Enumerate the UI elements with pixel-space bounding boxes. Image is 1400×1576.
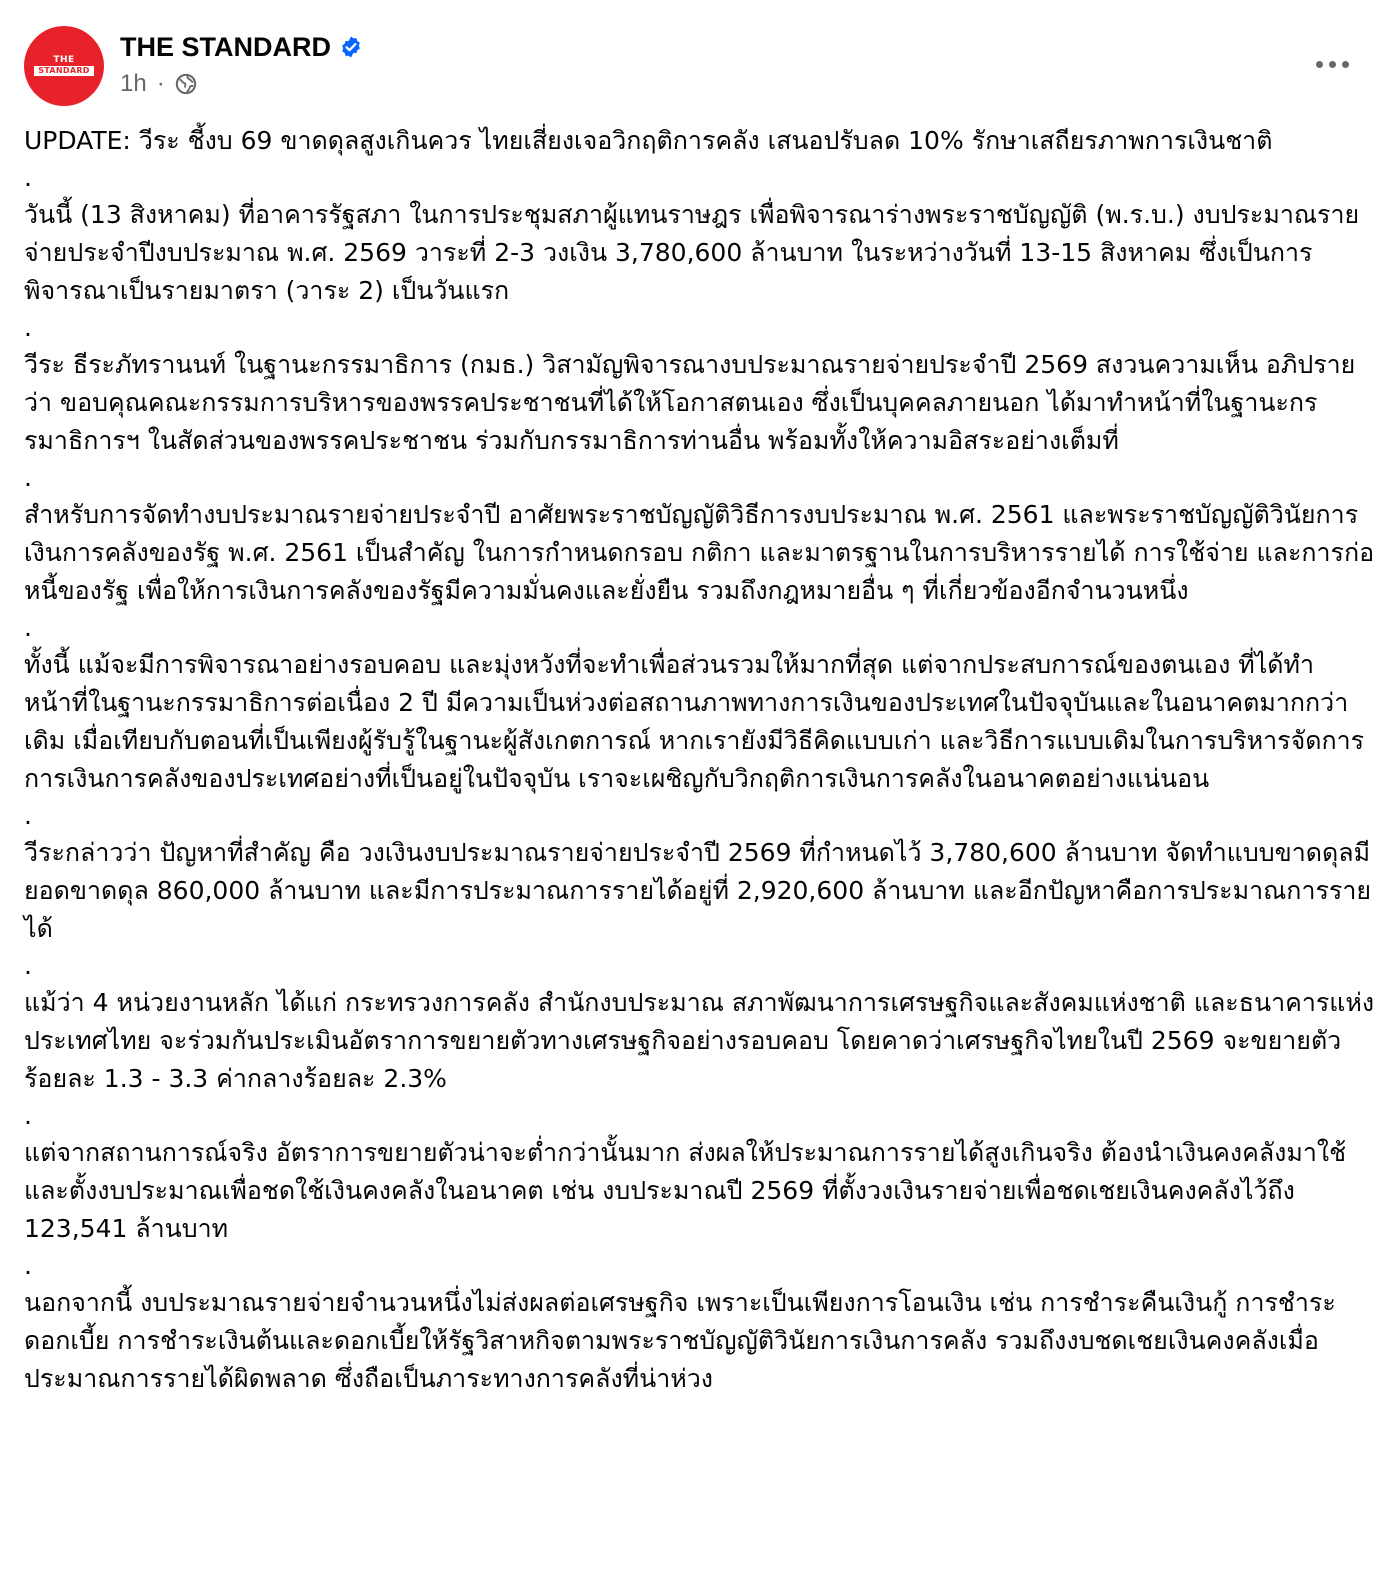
meta-separator: ·	[156, 70, 165, 97]
post-meta	[120, 70, 197, 98]
post-paragraph: นอกจากนี้ งบประมาณรายจ่ายจำนวนหนึ่งไม่ส่งผลต่อเศรษฐกิจ เพราะเป็นเพียงการโอนเงิน เช่น การชำระคืนเงินกู้ การชำระดอกเบี้ย การชำระเงินต้นและดอกเบี้ยให้รัฐวิสาหกิจตามพระราชบัญญัติวินัยการเงินการคลัง รวมถึงงบชดเชยเงินคงคลังเมื่อประมาณการรายได้ผิดพลาด ซึ่งถือเป็นภาระทางการคลังที่น่าห่วง	[24, 1288, 1336, 1393]
post-body	[24, 122, 1376, 1398]
paragraph-separator: .	[24, 163, 32, 192]
post-header	[24, 26, 1376, 110]
more-options-icon	[1316, 61, 1323, 68]
post-paragraph: แม้ว่า 4 หน่วยงานหลัก ได้แก่ กระทรวงการคลัง สำนักงบประมาณ สภาพัฒนาการเศรษฐกิจและสังคมแห่งชาติ และธนาคารแห่งประเทศไทย จะร่วมกันประเมินอัตราการขยายตัวทางเศรษฐกิจอย่างรอบคอบ โดยคาดว่าเศรษฐกิจไทยในปี 2569 จะขยายตัวร้อยละ 1.3 - 3.3 ค่ากลางร้อยละ 2.3%	[24, 988, 1375, 1093]
paragraph-separator: .	[24, 801, 32, 830]
verified-badge-icon	[339, 35, 363, 59]
page-avatar[interactable]	[24, 26, 104, 106]
more-options-button[interactable]	[1296, 44, 1368, 84]
post-paragraph: สำหรับการจัดทำงบประมาณรายจ่ายประจำปี อาศัยพระราชบัญญัติวิธีการงบประมาณ พ.ศ. 2561 และพระราชบัญญัติวินัยการเงินการคลังของรัฐ พ.ศ. 2561 เป็นสำคัญ ในการกำหนดกรอบ กติกา และมาตรฐานในการบริหารรายได้ การใช้จ่าย และการก่อหนี้ของรัฐ เพื่อให้การเงินการคลังของรัฐมีความมั่นคงและยั่งยืน รวมถึงกฎหมายอื่น ๆ ที่เกี่ยวข้องอีกจำนวนหนึ่ง	[24, 500, 1375, 605]
avatar-logo-top: THE	[53, 55, 75, 65]
globe-icon[interactable]	[175, 73, 197, 95]
page-name-link[interactable]: THE STANDARD	[120, 32, 331, 62]
post-paragraph: วันนี้ (13 สิงหาคม) ที่อาคารรัฐสภา ในการประชุมสภาผู้แทนราษฎร เพื่อพิจารณาร่างพระราชบัญญัติ (พ.ร.บ.) งบประมาณรายจ่ายประจำปีงบประมาณ พ.ศ. 2569 วาระที่ 2-3 วงเงิน 3,780,600 ล้านบาท ในระหว่างวันที่ 13-15 สิงหาคม ซึ่งเป็นการพิจารณาเป็นรายมาตรา (วาระ 2) เป็นวันแรก	[24, 200, 1360, 305]
post-paragraph: วีระกล่าวว่า ปัญหาที่สำคัญ คือ วงเงินงบประมาณรายจ่ายประจำปี 2569 ที่กำหนดไว้ 3,780,600 ล้านบาท จัดทำแบบขาดดุลมียอดขาดดุล 860,000 ล้านบาท และมีการประมาณการรายได้อยู่ที่ 2,920,600 ล้านบาท และอีกปัญหาคือการประมาณการรายได้	[24, 838, 1372, 943]
post-paragraph: ทั้งนี้ แม้จะมีการพิจารณาอย่างรอบคอบ และมุ่งหวังที่จะทำเพื่อส่วนรวมให้มากที่สุด แต่จากประสบการณ์ของตนเอง ที่ได้ทำหน้าที่ในฐานะกรรมาธิการต่อเนื่อง 2 ปี มีความเป็นห่วงต่อสถานภาพทางการเงินของประเทศในปัจจุบันและในอนาคตมากกว่าเดิม เมื่อเทียบกับตอนที่เป็นเพียงผู้รับรู้ในฐานะผู้สังเกตการณ์ หากเรายังมีวิธีคิดแบบเก่า และวิธีการแบบเดิมในการบริหารจัดการการเงินการคลังของประเทศอย่างที่เป็นอยู่ในปัจจุบัน เราจะเผชิญกับวิกฤติการเงินการคลังในอนาคตอย่างแน่นอน	[24, 650, 1365, 793]
paragraph-separator: .	[24, 951, 32, 980]
paragraph-separator: .	[24, 463, 32, 492]
more-options-icon-dot	[1342, 61, 1349, 68]
paragraph-separator: .	[24, 1251, 32, 1280]
paragraph-separator: .	[24, 1101, 32, 1130]
post-paragraph: วีระ ธีระภัทรานนท์ ในฐานะกรรมาธิการ (กมธ.) วิสามัญพิจารณางบประมาณรายจ่ายประจำปี 2569 สงวนความเห็น อภิปรายว่า ขอบคุณคณะกรรมการบริหารของพรรคประชาชนที่ได้ให้โอกาสตนเอง ซึ่งเป็นบุคคลภายนอก ได้มาทำหน้าที่ในฐานะกรรมาธิการฯ ในสัดส่วนของพรรคประชาชน ร่วมกับกรรมาธิการท่านอื่น พร้อมทั้งให้ความอิสระอย่างเต็มที่	[24, 350, 1356, 455]
more-options-icon-dot	[1329, 61, 1336, 68]
paragraph-separator: .	[24, 313, 32, 342]
post-paragraph: UPDATE: วีระ ชี้งบ 69 ขาดดุลสูงเกินควร ไทยเสี่ยงเจอวิกฤติการคลัง เสนอปรับลด 10% รักษาเสถียรภาพการเงินชาติ	[24, 126, 1273, 155]
avatar-logo-bottom: STANDARD	[34, 66, 94, 76]
paragraph-separator: .	[24, 613, 32, 642]
page-name-row	[120, 30, 363, 64]
post-paragraph: แต่จากสถานการณ์จริง อัตราการขยายตัวน่าจะต่ำกว่านั้นมาก ส่งผลให้ประมาณการรายได้สูงเกินจริง ต้องนำเงินคงคลังมาใช้ และตั้งงบประมาณเพื่อชดใช้เงินคงคลังในอนาคต เช่น งบประมาณปี 2569 ที่ตั้งวงเงินรายจ่ายเพื่อชดเชยเงินคงคลังไว้ถึง 123,541 ล้านบาท	[24, 1138, 1347, 1243]
post-timestamp-link[interactable]: 1h	[120, 70, 147, 97]
